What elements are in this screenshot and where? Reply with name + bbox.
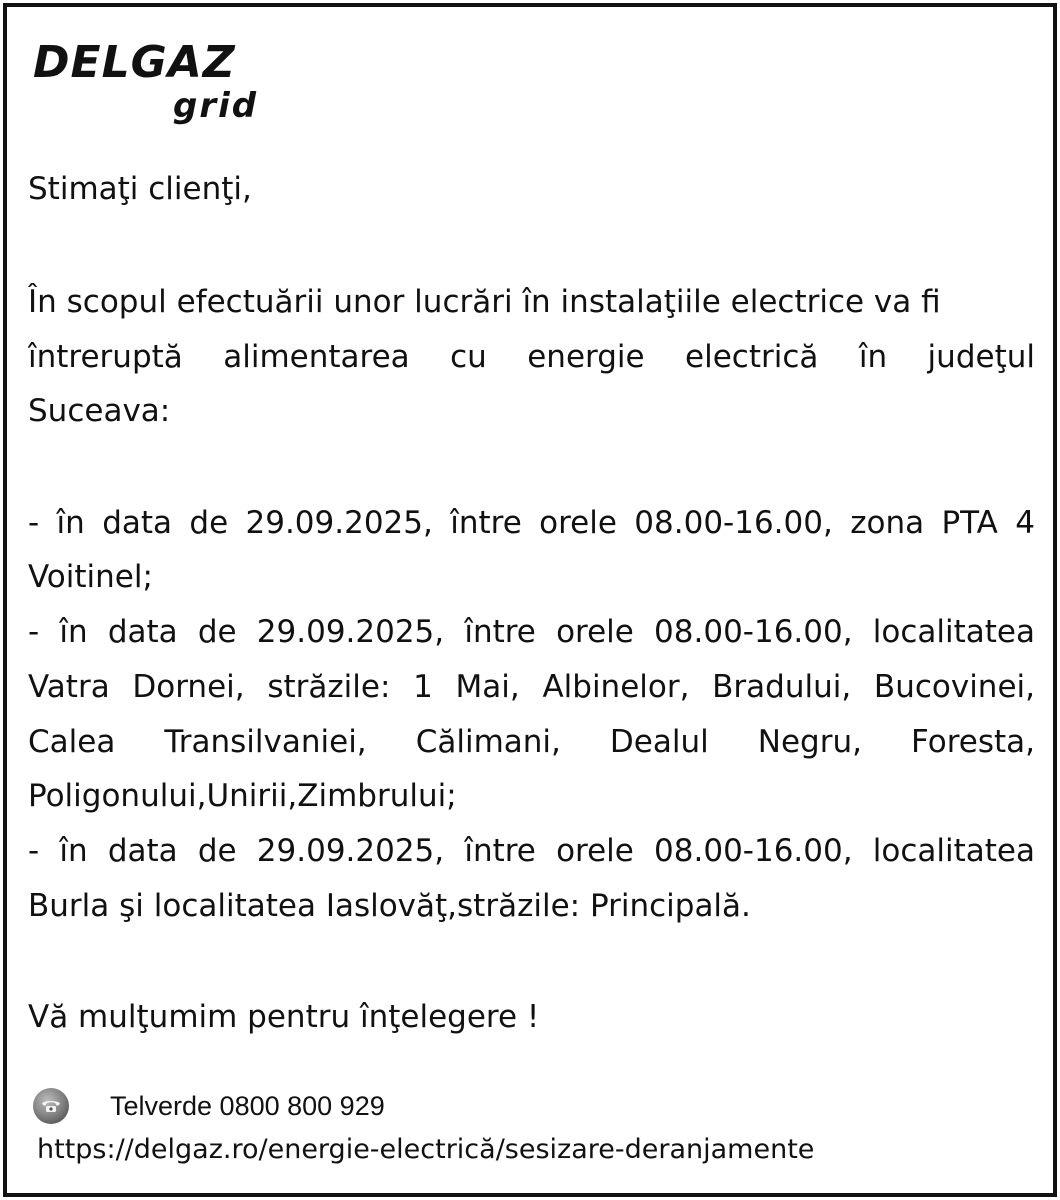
item-3-line-1: - în data de 29.09.2025, între orele 08.00-16.00, localitatea [28,833,1035,869]
phone-number-text: Telverde 0800 800 929 [110,1091,385,1121]
telephone-icon [33,1088,69,1124]
closing-text: Vă mulţumim pentru înţelegere ! [28,999,540,1035]
item-1-line-1: - în data de 29.09.2025, între orele 08.00-16.00, zona PTA 4 [28,505,1035,541]
complaint-url[interactable]: https://delgaz.ro/energie-electrică/sesizare-deranjamente [37,1134,815,1165]
intro-line-3: Suceava: [28,393,171,429]
greeting: Stimaţi clienţi, [28,171,252,207]
intro-line-2: întreruptă alimentarea cu energie electrică în judeţul [28,339,1035,375]
item-2-line-3: Calea Transilvaniei, Călimani, Dealul Negru, Foresta, [28,724,1035,760]
item-2-line-1: - în data de 29.09.2025, între orele 08.00-16.00, localitatea [28,614,1035,650]
logo-main-text: DELGAZ [33,37,236,88]
intro-line-1: În scopul efectuării unor lucrări în instalaţiile electrice va fi [28,284,941,320]
item-2-line-2: Vatra Dornei, străzile: 1 Mai, Albinelor, Bradului, Bucovinei, [28,669,1035,705]
item-1-line-2: Voitinel; [28,559,153,595]
item-3-line-2: Burla şi localitatea Iaslovăţ,străzile: Principală. [28,888,751,924]
logo-sub-text: grid [173,86,259,126]
delgaz-grid-logo [33,38,273,133]
item-2-line-4: Poligonului,Unirii,Zimbrului; [28,778,457,814]
